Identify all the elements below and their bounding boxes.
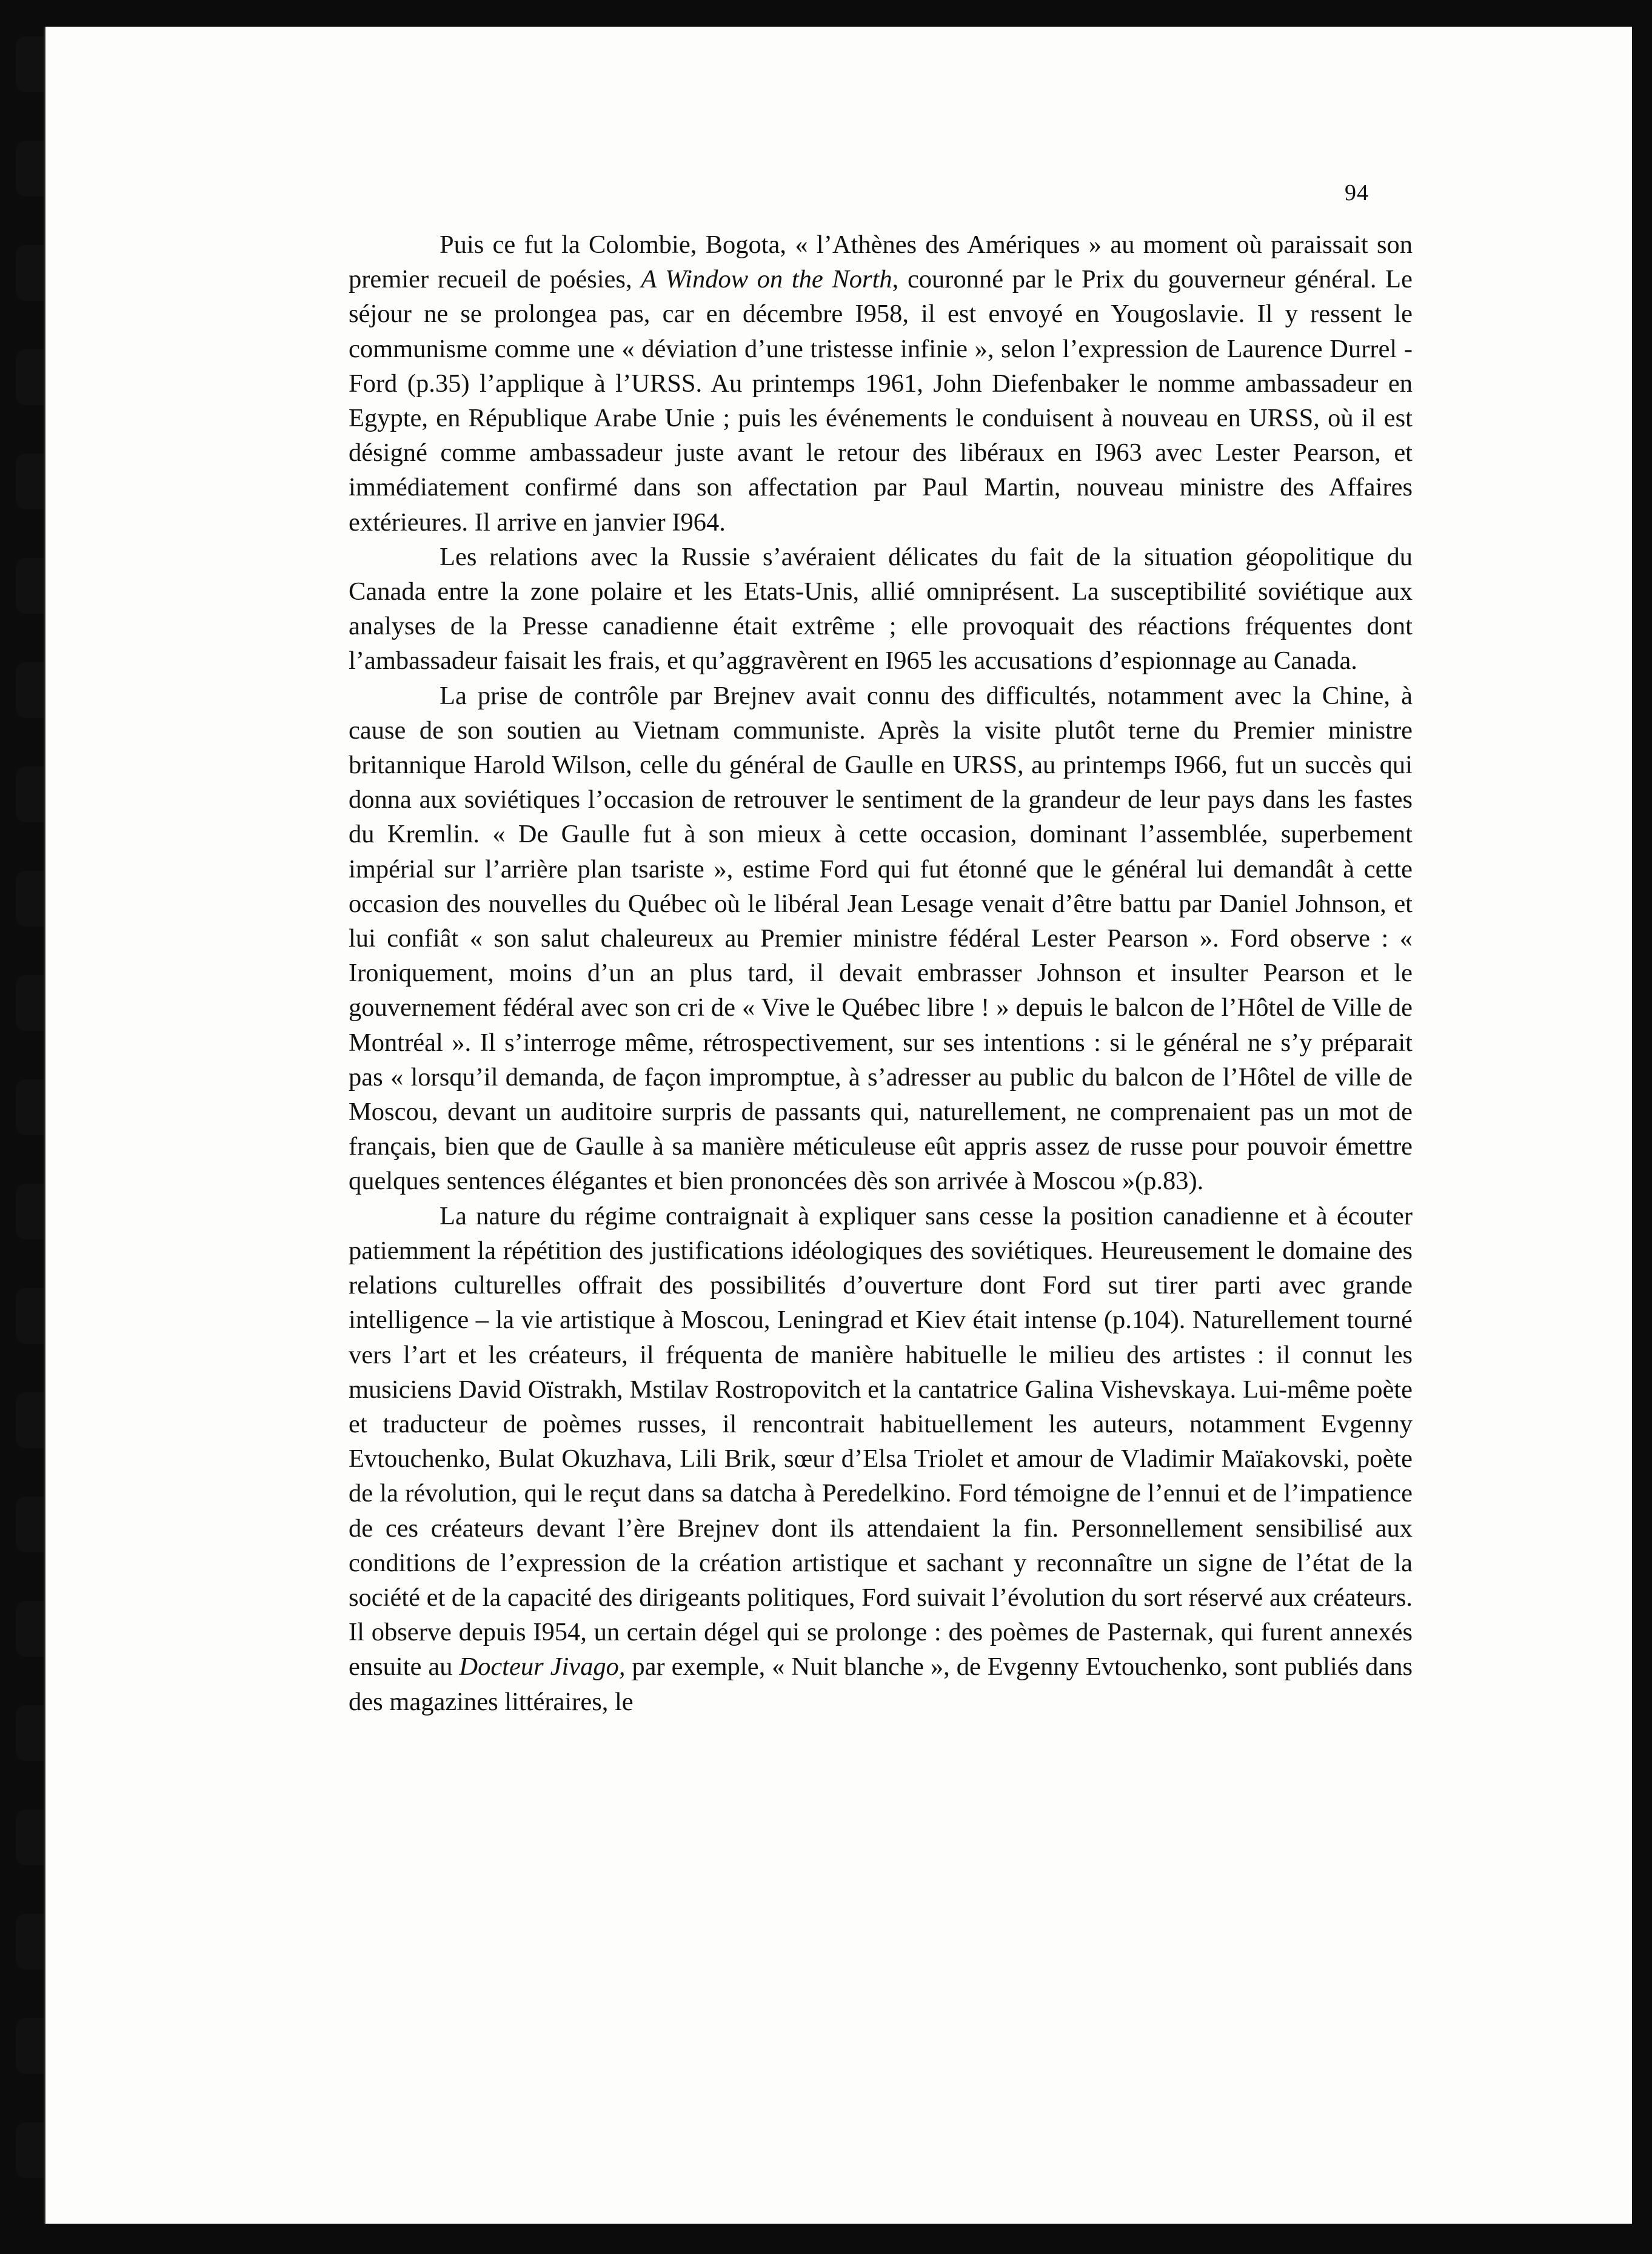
page-number: 94 [1345,180,1369,206]
book-title: Docteur Jivago, [459,1652,626,1682]
text-run: La nature du régime contraignait à expliquer sans cesse la position canadienne et à écouter patiemment la répétition des justifications idéologiques des soviétiques. Heureusement le domaine des relations culturelles offrait des possibilités d’ouverture dont Ford sut tirer parti avec grande intelligence – la vie artistique à Moscou, Leningrad et Kiev était intense (p.104). Naturellement tourné vers l’art et les créateurs, il fréquenta de manière habituelle le milieu des artistes : il connut les musiciens David Oïstrakh, Mstilav Rostropovitch et la cantatrice Galina Vishevskaya. Lui-même poète et traducteur de poèmes russes, il rencontrait habituellement les auteurs, notamment Evgenny Evtouchenko, Bulat Okuzhava, Lili Brik, sœur d’Elsa Triolet et amour de Vladimir Maïakovski, poète de la révolution, qui le reçut dans sa datcha à Peredelkino. Ford témoigne de l’ennui et de l’impatience de ces créateurs devant l’ère Brejnev dont ils attendaient la fin. Personnellement sensibilisé aux conditions de l’expression de la création artistique et sachant y reconnaître un signe de l’état de la société et de la capacité des dirigeants politiques, Ford suivait l’évolution du sort réservé aux créateurs. Il observe depuis I954, un certain dégel qui se prolonge : des poèmes de Pasternak, qui furent annexés ensuite au [349,1201,1413,1682]
paragraph: Les relations avec la Russie s’avéraient délicates du fait de la situation géopolitique du Canada entre la zone polaire et les Etats-Unis, allié omniprésent. La susceptibilité soviétique aux analyses de la Presse canadienne était extrême ; elle provoquait des réactions fréquentes dont l’ambassadeur faisait les frais, et qu’aggravèrent en I965 les accusations d’espionnage au Canada. [349,542,1413,676]
body-text [349,227,1413,1719]
paragraph [349,227,1413,540]
text-run: , couronné par le Prix du gouverneur général. Le séjour ne se prolongea pas, car en décembre I958, il est envoyé en Yougoslavie. Il y ressent le communisme comme une « déviation d’une tristesse infinie », selon l’expression de Laurence Durrel - Ford (p.35) l’applique à l’URSS. Au printemps 1961, John Diefenbaker le nomme ambassadeur en Egypte, en République Arabe Unie ; puis les événements le conduisent à nouveau en URSS, où il est désigné comme ambassadeur juste avant le retour des libéraux en I963 avec Lester Pearson, et immédiatement confirmé dans son affectation par Paul Martin, nouveau ministre des Affaires extérieures. Il arrive en janvier I964. [349,265,1413,537]
text-run: par exemple, « Nuit blanche », de Evgenny Evtouchenko, sont publiés dans des magazines littéraires, le [349,1652,1413,1716]
paragraph: La prise de contrôle par Brejnev avait connu des difficultés, notamment avec la Chine, à cause de son soutien au Vietnam communiste. Après la visite plutôt terne du Premier ministre britannique Harold Wilson, celle du général de Gaulle en URSS, au printemps I966, fut un succès qui donna aux soviétiques l’occasion de retrouver le sentiment de la grandeur de leur pays dans les fastes du Kremlin. « De Gaulle fut à son mieux à cette occasion, dominant l’assemblée, superbement impérial sur l’arrière plan tsariste », estime Ford qui fut étonné que le général lui demandât à cette occasion des nouvelles du Québec où le libéral Jean Lesage venait d’être battu par Daniel Johnson, et lui confiât « son salut chaleureux au Premier ministre fédéral Lester Pearson ». Ford observe : « Ironiquement, moins d’un an plus tard, il devait embrasser Johnson et insulter Pearson et le gouvernement fédéral avec son cri de « Vive le Québec libre ! » depuis le balcon de l’Hôtel de Ville de Montréal ». Il s’interroge même, rétrospectivement, sur ses intentions : si le général ne s’y préparait pas « lorsqu’il demanda, de façon impromptue, à s’adresser au public du balcon de l’Hôtel de ville de Moscou, devant un auditoire surpris de passants qui, naturellement, ne comprenaient pas un mot de français, bien que de Gaulle à sa manière méticuleuse eût appris assez de russe pour pouvoir émettre quelques sentences élégantes et bien prononcées dès son arrivée à Moscou »(p.83). [349,681,1413,1196]
text-run: Puis ce fut la Colombie, Bogota, « l’Athènes des Amériques » au moment où paraissait son premier recueil de poésies, [349,230,1413,294]
book-title: A Window on the North [641,265,892,294]
paragraph [349,1199,1413,1719]
